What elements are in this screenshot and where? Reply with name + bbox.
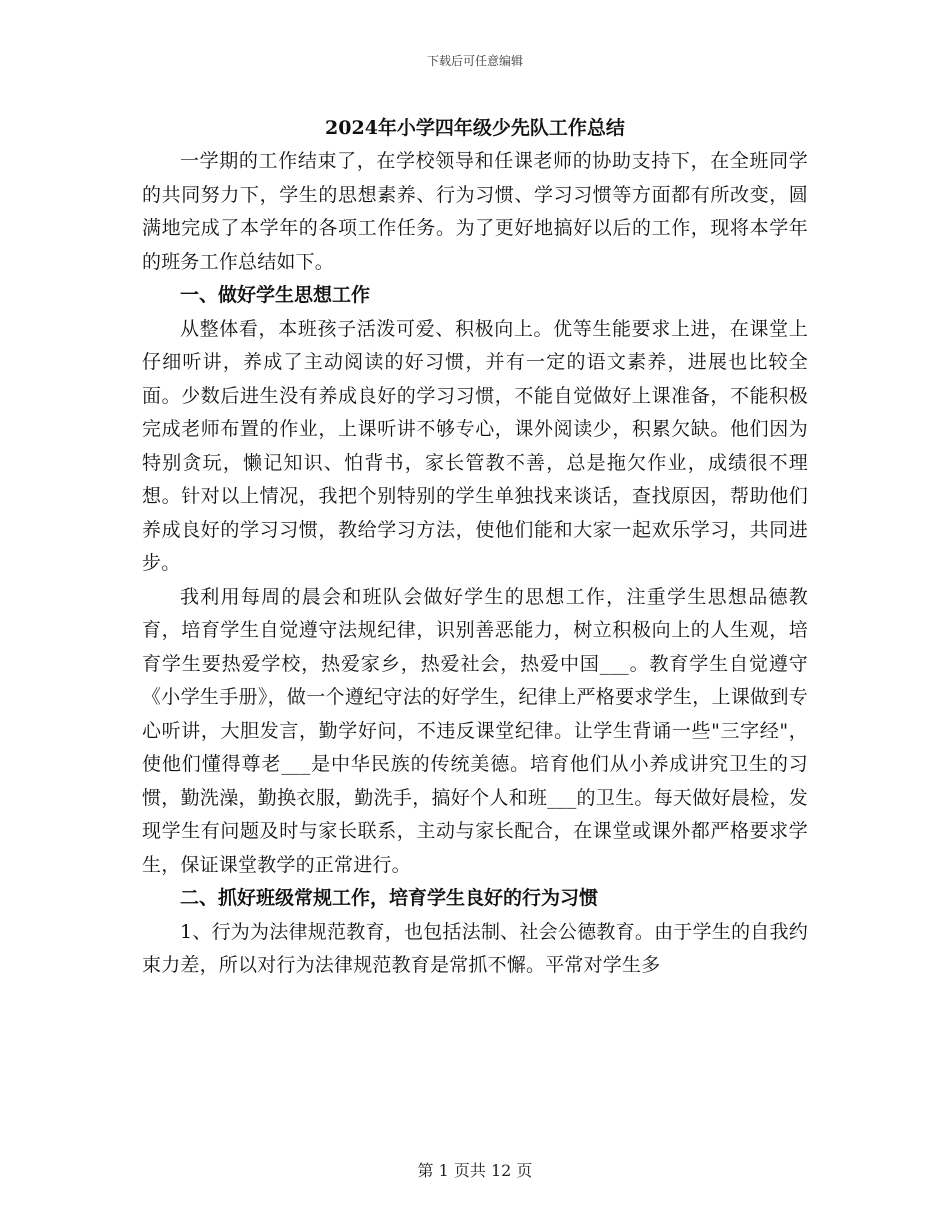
section-2-paragraph-1: 1、行为为法律规范教育，也包括法制、社会公德教育。由于学生的自我约束力差，所以对行为法律规范教育是常抓不懈。平常对学生多 [142,920,808,976]
document-body [142,111,808,983]
section-1-heading: 一、做好学生思想工作 [180,284,371,306]
document-title: 2024年小学四年级少先队工作总结 [325,117,625,139]
page-number-footer: 第 1 页共 12 页 [417,1161,533,1180]
section-2-heading: 二、抓好班级常规工作，培育学生良好的行为习惯 [180,887,599,909]
intro-paragraph: 一学期的工作结束了，在学校领导和任课老师的协助支持下，在全班同学的共同努力下，学生的思想素养、行为习惯、学习习惯等方面都有所改变，圆满地完成了本学年的各项工作任务。为了更好地搞好以后的工作，现将本学年的班务工作总结如下。 [142,150,808,273]
section-1-paragraph-1: 从整体看，本班孩子活泼可爱、积极向上。优等生能要求上进，在课堂上仔细听讲，养成了主动阅读的好习惯，并有一定的语文素养，进展也比较全面。少数后进生没有养成良好的学习习惯，不能自觉做好上课准备，不能积极完成老师布置的作业，上课听讲不够专心，课外阅读少，积累欠缺。他们因为特别贪玩，懒记知识、怕背书，家长管教不善，总是拖欠作业，成绩很不理想。针对以上情况，我把个别特别的学生单独找来谈话，查找原因，帮助他们养成良好的学习习惯，教给学习方法，使他们能和大家一起欢乐学习，共同进步。 [142,317,808,574]
section-1-paragraph-2: 我利用每周的晨会和班队会做好学生的思想工作，注重学生思想品德教育，培育学生自觉遵守法规纪律，识别善恶能力，树立积极向上的人生观，培育学生要热爱学校，热爱家乡，热爱社会，热爱中国___。教育学生自觉遵守《小学生手册》，做一个遵纪守法的好学生，纪律上严格要求学生，上课做到专心听讲，大胆发言，勤学好问，不违反课堂纪律。让学生背诵一些"三字经"，使他们懂得尊老___是中华民族的传统美德。培育他们从小养成讲究卫生的习惯，勤洗澡，勤换衣服，勤洗手，搞好个人和班___的卫生。每天做好晨检，发现学生有问题及时与家长联系，主动与家长配合，在课堂或课外都严格要求学生，保证课堂教学的正常进行。 [142,585,808,876]
header-note: 下载后可任意编辑 [426,54,523,68]
